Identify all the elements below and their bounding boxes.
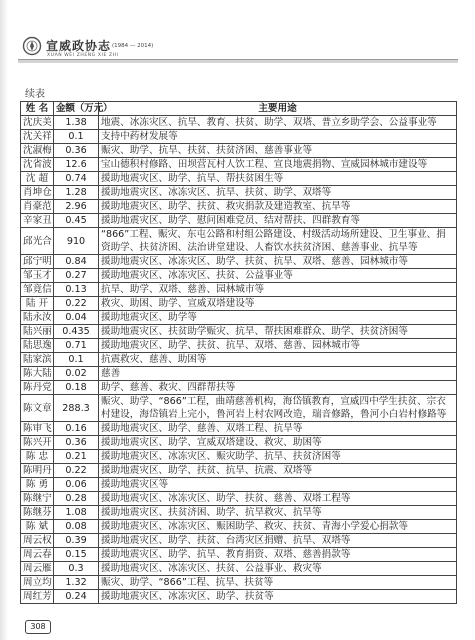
cell-amount: 0.28 <box>54 492 99 506</box>
cell-usage: 支持中药材发展等 <box>99 130 457 144</box>
table-row <box>21 297 457 311</box>
header-rule <box>18 59 458 63</box>
cell-usage: 援助地震灾区、扶贫助学赈灾、抗旱、帮扶困难群众、助学、扶贫济困等 <box>99 325 457 339</box>
cell-name: 周云春 <box>21 548 54 562</box>
book-title: 宣威政协志 <box>46 39 112 53</box>
cell-name: 邹玉才 <box>21 269 54 283</box>
cell-amount: 1.08 <box>54 506 99 520</box>
table-row <box>21 450 457 464</box>
cell-usage: 援助地震灾区、冰冻灾区、扶贫、公益事业、救灾等 <box>99 562 457 576</box>
cell-amount: 0.39 <box>54 534 99 548</box>
table-row <box>21 562 457 576</box>
cell-amount: 0.13 <box>54 283 99 297</box>
table-row <box>21 492 457 506</box>
cell-name: 沈 超 <box>21 172 54 186</box>
cell-usage: 地震、冰冻灾区、抗旱、教育、扶贫、助学、双塔、普立乡助学会、公益事业等 <box>99 116 457 130</box>
cell-usage: 抗震救灾、慈善、助困等 <box>99 353 457 367</box>
cell-amount: 0.84 <box>54 255 99 269</box>
table-row <box>21 548 457 562</box>
cell-usage: 慈善 <box>99 367 457 381</box>
book-title-pinyin: XUAN WEI ZHENG XIE ZHI <box>47 53 119 58</box>
cell-amount: 0.1 <box>54 130 99 144</box>
cell-name: 肖豪范 <box>21 200 54 214</box>
cell-name: 陈继芬 <box>21 506 54 520</box>
cell-usage: 援助地震灾区、冰冻灾区、赈灾助学、抗旱、扶贫济困等 <box>99 450 457 464</box>
cell-amount: 0.18 <box>54 381 99 395</box>
table-row <box>21 283 457 297</box>
cell-name: 周立均 <box>21 576 54 590</box>
cell-name: 陈文章 <box>21 395 54 422</box>
table-row <box>21 576 457 590</box>
book-years: (1984 — 2014) <box>112 43 154 49</box>
cell-usage: 援助地震灾区、冰冻灾区、助学、扶贫、慈善、双塔工程等 <box>99 492 457 506</box>
cell-name: 陈 忠 <box>21 450 54 464</box>
table-row <box>21 228 457 255</box>
cell-amount: 2.96 <box>54 200 99 214</box>
cell-name: 陆家滨 <box>21 353 54 367</box>
page-edge-shadow <box>0 0 8 640</box>
table-row <box>21 534 457 548</box>
cell-name: 邱宁明 <box>21 255 54 269</box>
cell-amount: 0.45 <box>54 214 99 228</box>
table-body <box>21 116 457 604</box>
donation-table <box>20 101 457 604</box>
cell-amount: 0.435 <box>54 325 99 339</box>
cell-amount: 1.38 <box>54 116 99 130</box>
cell-usage: 援助地震灾区、助学、扶贫、抗旱、抗震、双塔等 <box>99 464 457 478</box>
cell-usage: 援助地震灾区等 <box>99 478 457 492</box>
table-row <box>21 590 457 604</box>
cell-amount: 0.16 <box>54 422 99 436</box>
cell-usage: 援助地震灾区、冰冻灾区、助学、扶贫等 <box>99 590 457 604</box>
cell-name: 邱光合 <box>21 228 54 255</box>
cell-name: 沈省波 <box>21 158 54 172</box>
table-caption: 续表 <box>25 89 45 100</box>
cell-name: 陆兴丽 <box>21 325 54 339</box>
table-row <box>21 381 457 395</box>
cell-usage: 援助地震灾区、助学、扶贫、抗旱、双塔、慈善、园林城市等 <box>99 339 457 353</box>
cell-amount: 0.15 <box>54 548 99 562</box>
cell-name: 陈审飞 <box>21 422 54 436</box>
cell-amount: 0.04 <box>54 311 99 325</box>
cell-amount: 1.32 <box>54 576 99 590</box>
column-header-name: 姓 名 <box>21 102 54 116</box>
cell-usage: 援助地震灾区、冰冻灾区、抗旱、扶贫、助学、双塔等 <box>99 186 457 200</box>
cell-name: 沈关祥 <box>21 130 54 144</box>
cell-name: 陈 斌 <box>21 520 54 534</box>
table-row <box>21 200 457 214</box>
cell-usage: 援助地震灾区、扶贫济困、助学、抗旱救灾、抗旱等 <box>99 506 457 520</box>
cell-amount: 0.36 <box>54 436 99 450</box>
table-row <box>21 116 457 130</box>
cell-name: 周云雁 <box>21 562 54 576</box>
table-row <box>21 325 457 339</box>
table-row <box>21 214 457 228</box>
cell-name: 陆思逸 <box>21 339 54 353</box>
table-row <box>21 520 457 534</box>
table-row <box>21 311 457 325</box>
table-row <box>21 367 457 381</box>
cell-name: 周红芳 <box>21 590 54 604</box>
cell-name: 辛家丑 <box>21 214 54 228</box>
cell-amount: 0.27 <box>54 269 99 283</box>
cell-name: 陈大陆 <box>21 367 54 381</box>
cell-name: 陆 开 <box>21 297 54 311</box>
table-row <box>21 144 457 158</box>
cell-usage: 援助地震灾区、助学、扶贫、台湾灾区捐赠、抗旱、双塔等 <box>99 534 457 548</box>
cell-name: 陈明丹 <box>21 464 54 478</box>
cell-amount: 0.08 <box>54 520 99 534</box>
table-row <box>21 339 457 353</box>
cell-amount: 0.3 <box>54 562 99 576</box>
cell-usage: 助学、慈善、救灾、四群帮扶等 <box>99 381 457 395</box>
table-row <box>21 395 457 422</box>
cell-amount: 288.3 <box>54 395 99 422</box>
cell-usage: 援助地震灾区、冰冻灾区、助学、扶贫、抗旱、双塔、慈善、园林城市等 <box>99 255 457 269</box>
table-row <box>21 186 457 200</box>
cell-usage: 援助地震灾区、助学、慰问困难党员、结对帮扶、四群教育等 <box>99 214 457 228</box>
cell-name: 邹竟信 <box>21 283 54 297</box>
table-row <box>21 130 457 144</box>
cell-usage: 援助地震灾区、助学、宣威双塔建设、救灾、助困等 <box>99 436 457 450</box>
cell-amount: 0.22 <box>54 297 99 311</box>
cell-usage: 援助地震灾区、助学等 <box>99 311 457 325</box>
cell-usage: “866”工程、赈灾、东屯公路和村组公路建设、村级活动场所建设、卫生事业、捐资助学、扶贫济困、法治讲堂建设、人畜饮水扶贫济困、慈善事业、抗旱等 <box>99 228 457 255</box>
cell-name: 陈兴开 <box>21 436 54 450</box>
table-header-row <box>21 102 457 116</box>
cell-amount: 1.28 <box>54 186 99 200</box>
cell-amount: 0.36 <box>54 144 99 158</box>
page-number: 308 <box>25 620 51 634</box>
cell-name: 陈 勇 <box>21 478 54 492</box>
cell-amount: 0.74 <box>54 172 99 186</box>
cell-name: 陈丹党 <box>21 381 54 395</box>
cell-name: 沈淑梅 <box>21 144 54 158</box>
table-row <box>21 255 457 269</box>
cell-name: 肖坤仓 <box>21 186 54 200</box>
cell-usage: 援助地震灾区、助学、抗旱、教育捐资、双塔、慈善捐款等 <box>99 548 457 562</box>
table-row <box>21 158 457 172</box>
cell-usage: 援助地震灾区、冰冻灾区、扶贫、公益事业等 <box>99 269 457 283</box>
cell-usage: 救灾、助困、助学、宣威双塔建设等 <box>99 297 457 311</box>
cell-usage: 援助地震灾区、助学、扶贫、救灾捐款及建造教室、抗旱等 <box>99 200 457 214</box>
cell-usage: 宝山德积村修路、田坝营瓦村人饮工程、宣良地震捐物、宣威园林城市建设等 <box>99 158 457 172</box>
table-row <box>21 464 457 478</box>
cell-name: 沈庆美 <box>21 116 54 130</box>
cell-usage: 援助地震灾区、冰冻灾区、赈困助学、救灾、扶贫、青海小学爱心捐款等 <box>99 520 457 534</box>
cell-amount: 0.22 <box>54 464 99 478</box>
table-row <box>21 353 457 367</box>
cell-amount: 910 <box>54 228 99 255</box>
cell-name: 周云权 <box>21 534 54 548</box>
cell-name: 陆永汝 <box>21 311 54 325</box>
table-row <box>21 436 457 450</box>
cell-amount: 0.24 <box>54 590 99 604</box>
cell-usage: 赈灾、助学、“866”工程、抗旱、扶贫等 <box>99 576 457 590</box>
cell-usage: 援助地震灾区、助学、抗旱、帮扶贫困生等 <box>99 172 457 186</box>
cell-name: 陈继宁 <box>21 492 54 506</box>
cell-usage: 赈灾、助学、抗旱、扶贫、扶贫济困、慈善事业等 <box>99 144 457 158</box>
cell-amount: 12.6 <box>54 158 99 172</box>
table-row <box>21 506 457 520</box>
table-row <box>21 269 457 283</box>
column-header-amount: 金额（万元） <box>54 102 99 116</box>
table-row <box>21 422 457 436</box>
cell-amount: 0.02 <box>54 367 99 381</box>
column-header-usage: 主要用途 <box>99 102 457 116</box>
table-row <box>21 478 457 492</box>
cell-usage: 援助地震灾区、助学、慈善、双塔工程、抗旱等 <box>99 422 457 436</box>
cell-usage: 抗旱、助学、双塔、慈善、园林城市等 <box>99 283 457 297</box>
cell-usage: 赈灾、助学、“866”工程，曲靖慈善机构，海岱镇教育，宣威四中学生扶贫、宗衣村建设，海岱镇岩上完小，鲁河岩上村农网改造，瑞音修路，鲁河小白岩村修路等 <box>99 395 457 422</box>
cell-amount: 0.1 <box>54 353 99 367</box>
cell-amount: 0.06 <box>54 478 99 492</box>
cell-amount: 0.21 <box>54 450 99 464</box>
logo-emblem-icon <box>22 36 42 56</box>
cell-amount: 0.71 <box>54 339 99 353</box>
table-row <box>21 172 457 186</box>
